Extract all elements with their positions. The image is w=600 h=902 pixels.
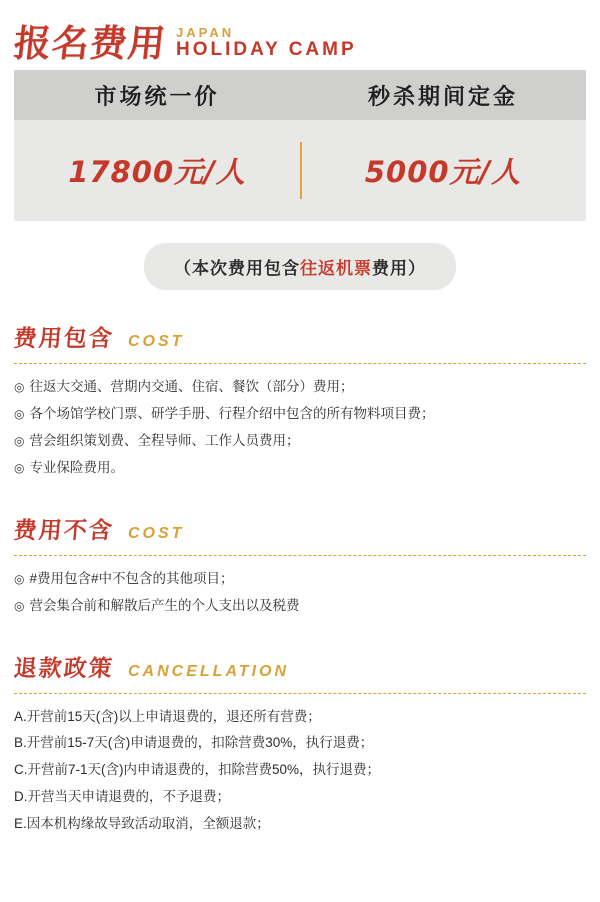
price-value-row	[14, 120, 586, 221]
fee-note-suffix: 费用）	[372, 259, 426, 279]
list-item-label: 营会组织策划费、全程导师、工作人员费用；	[29, 432, 300, 448]
bullet-icon: ◎	[14, 571, 25, 586]
section-divider	[14, 693, 586, 694]
list-item-label: #费用包含#中不包含的其他项目；	[29, 570, 234, 586]
page-title-en-bottom: HOLIDAY CAMP	[176, 39, 357, 61]
price-divider	[300, 142, 302, 199]
list-item-label: 营会集合前和解散后产生的个人支出以及税费	[29, 597, 300, 613]
list-item: C.开营前7-1天(含)内申请退费的，扣除营费50%，执行退费；	[14, 762, 381, 778]
price-value-market: 17800元/人	[68, 155, 246, 189]
list-item-label: 各个场馆学校门票、研学手册、行程介绍中包含的所有物料项目费；	[29, 405, 435, 421]
list-item: D.开营当天申请退费的，不予退费；	[14, 789, 230, 805]
price-panel	[14, 70, 586, 221]
section-title-en: COST	[128, 524, 185, 542]
fee-note-badge	[144, 243, 456, 290]
list-item-label: 往返大交通、营期内交通、住宿、餐饮（部分）费用；	[29, 379, 354, 394]
section-title-cn: 退款政策	[12, 655, 115, 682]
section-divider	[14, 363, 586, 364]
list-item-label: 专业保险费用。	[29, 459, 124, 475]
section-cost-excluded	[0, 512, 600, 620]
fee-note-prefix: （本次费用包含	[174, 259, 300, 279]
section-title-cn: 费用包含	[12, 326, 115, 352]
price-header-row	[14, 70, 586, 120]
section-title-en: COST	[128, 333, 185, 350]
refund-policy-list	[14, 704, 586, 839]
section-title-row	[14, 320, 586, 353]
page-header	[0, 0, 600, 65]
section-title-en: CANCELLATION	[128, 662, 290, 680]
bullet-icon: ◎	[14, 598, 25, 613]
list-item	[14, 455, 586, 482]
list-item	[14, 428, 586, 455]
list-item: B.开营前15-7天(含)申请退费的，扣除营费30%，执行退费；	[14, 735, 374, 751]
bullet-icon: ◎	[14, 406, 25, 421]
note-wrapper	[0, 243, 600, 290]
list-item	[14, 593, 586, 620]
section-divider	[14, 555, 586, 556]
page-title-cn: 报名费用	[11, 22, 169, 65]
list-item: E.因本机构缘故导致活动取消，全额退款；	[14, 816, 270, 832]
bullet-icon: ◎	[14, 460, 25, 475]
cost-excluded-list	[14, 566, 586, 620]
list-item	[14, 401, 586, 428]
section-title-row	[14, 512, 586, 545]
price-header-deposit: 秒杀期间定金	[367, 84, 518, 110]
cost-included-list	[14, 374, 586, 482]
section-refund-policy	[0, 650, 600, 839]
list-item	[14, 374, 586, 401]
bullet-icon: ◎	[14, 380, 25, 394]
price-value-deposit: 5000元/人	[364, 155, 522, 189]
page-title-en	[176, 26, 357, 60]
page-title-en-top: JAPAN	[176, 25, 235, 41]
bullet-icon: ◎	[14, 433, 25, 448]
section-title-cn: 费用不含	[12, 517, 115, 544]
list-item	[14, 566, 586, 593]
price-header-market: 市场统一价	[94, 84, 220, 110]
fee-note-highlight: 往返机票	[300, 259, 372, 279]
section-title-row	[14, 650, 586, 683]
list-item: A.开营前15天(含)以上申请退费的，退还所有营费；	[14, 708, 321, 724]
section-cost-included	[0, 320, 600, 482]
